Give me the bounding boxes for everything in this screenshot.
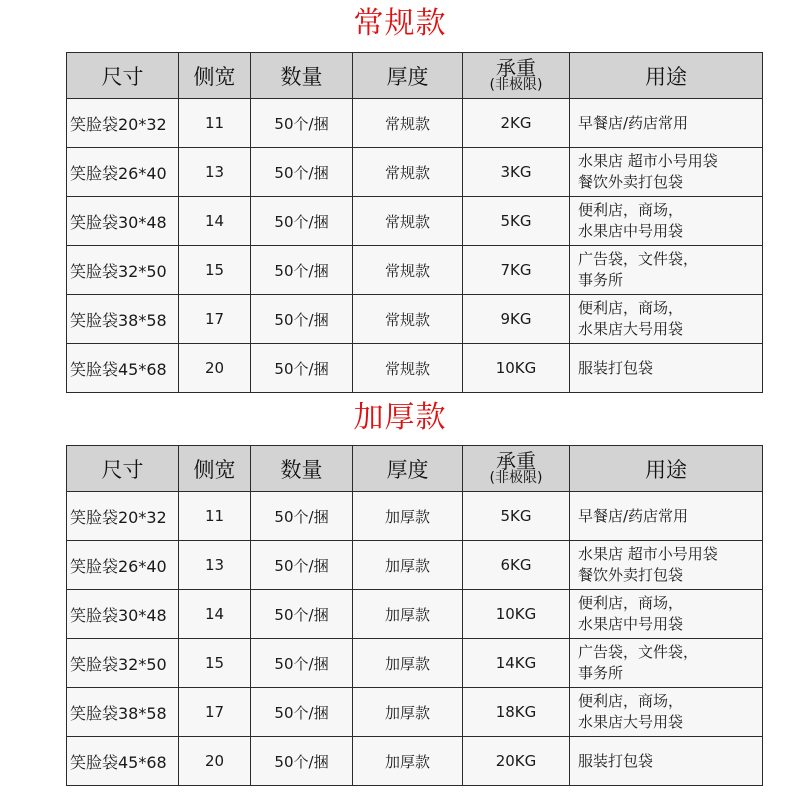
header-usage: 用途	[570, 53, 763, 99]
cell-usage	[570, 541, 763, 590]
cell-size: 笑脸袋32*50	[67, 639, 179, 688]
cell-load: 3KG	[463, 148, 570, 197]
cell-size: 笑脸袋45*68	[67, 737, 179, 786]
cell-side-width: 11	[179, 99, 251, 148]
cell-quantity: 50个/捆	[251, 737, 353, 786]
cell-thickness: 加厚款	[353, 688, 463, 737]
cell-thickness: 加厚款	[353, 590, 463, 639]
cell-side-width: 14	[179, 197, 251, 246]
cell-load: 5KG	[463, 492, 570, 541]
table-row	[67, 197, 763, 246]
cell-size: 笑脸袋30*48	[67, 197, 179, 246]
cell-load: 2KG	[463, 99, 570, 148]
table-row	[67, 246, 763, 295]
cell-usage	[570, 197, 763, 246]
usage-line-1: 服装打包袋	[578, 751, 654, 770]
cell-quantity: 50个/捆	[251, 295, 353, 344]
cell-thickness: 常规款	[353, 295, 463, 344]
cell-load: 10KG	[463, 590, 570, 639]
header-row	[67, 53, 763, 99]
section-title-regular: 常规款	[353, 6, 447, 41]
cell-size: 笑脸袋26*40	[67, 541, 179, 590]
table-row	[67, 148, 763, 197]
usage-line-1: 早餐店/药店常用	[578, 113, 689, 132]
cell-quantity: 50个/捆	[251, 590, 353, 639]
table-row	[67, 688, 763, 737]
cell-side-width: 11	[179, 492, 251, 541]
cell-thickness: 常规款	[353, 246, 463, 295]
header-load-note: (非极限)	[489, 77, 543, 93]
usage-line-1: 便利店，商场，	[578, 201, 684, 219]
cell-load: 7KG	[463, 246, 570, 295]
cell-thickness: 常规款	[353, 148, 463, 197]
cell-side-width: 14	[179, 590, 251, 639]
cell-quantity: 50个/捆	[251, 688, 353, 737]
cell-quantity: 50个/捆	[251, 541, 353, 590]
cell-side-width: 17	[179, 295, 251, 344]
cell-quantity: 50个/捆	[251, 344, 353, 393]
cell-load: 18KG	[463, 688, 570, 737]
cell-usage	[570, 639, 763, 688]
cell-side-width: 13	[179, 541, 251, 590]
cell-usage	[570, 737, 763, 786]
cell-thickness: 常规款	[353, 99, 463, 148]
cell-size: 笑脸袋20*32	[67, 99, 179, 148]
table-row	[67, 590, 763, 639]
cell-side-width: 20	[179, 737, 251, 786]
usage-line-2: 餐饮外卖打包袋	[578, 566, 684, 584]
cell-usage	[570, 688, 763, 737]
cell-thickness: 加厚款	[353, 492, 463, 541]
cell-size: 笑脸袋26*40	[67, 148, 179, 197]
header-size: 尺寸	[67, 53, 179, 99]
usage-line-1: 便利店，商场，	[578, 594, 684, 612]
cell-quantity: 50个/捆	[251, 246, 353, 295]
cell-thickness: 加厚款	[353, 737, 463, 786]
usage-line-2: 事务所	[578, 271, 624, 289]
usage-line-1: 广告袋，文件袋，	[578, 643, 699, 661]
usage-line-1: 便利店，商场，	[578, 299, 684, 317]
usage-line-2: 水果店中号用袋	[578, 615, 684, 633]
table-row	[67, 541, 763, 590]
cell-quantity: 50个/捆	[251, 197, 353, 246]
header-load-label: 承重	[496, 56, 536, 80]
usage-line-2: 水果店大号用袋	[578, 713, 684, 731]
usage-line-1: 服装打包袋	[578, 358, 654, 377]
usage-line-1: 水果店 超市小号用袋	[578, 152, 718, 170]
cell-usage	[570, 99, 763, 148]
header-side-width: 侧宽	[179, 53, 251, 99]
cell-size: 笑脸袋38*58	[67, 295, 179, 344]
header-load	[463, 446, 570, 492]
cell-size: 笑脸袋38*58	[67, 688, 179, 737]
header-load-note: (非极限)	[489, 470, 543, 486]
usage-line-1: 早餐店/药店常用	[578, 506, 689, 525]
usage-line-1: 便利店，商场，	[578, 692, 684, 710]
header-quantity: 数量	[251, 53, 353, 99]
cell-side-width: 20	[179, 344, 251, 393]
cell-load: 9KG	[463, 295, 570, 344]
cell-load: 14KG	[463, 639, 570, 688]
cell-usage	[570, 148, 763, 197]
cell-thickness: 加厚款	[353, 541, 463, 590]
cell-load: 6KG	[463, 541, 570, 590]
cell-load: 5KG	[463, 197, 570, 246]
usage-line-1: 水果店 超市小号用袋	[578, 545, 718, 563]
cell-load: 10KG	[463, 344, 570, 393]
cell-usage	[570, 246, 763, 295]
cell-quantity: 50个/捆	[251, 99, 353, 148]
cell-thickness: 常规款	[353, 344, 463, 393]
cell-size: 笑脸袋45*68	[67, 344, 179, 393]
cell-side-width: 15	[179, 639, 251, 688]
header-load-label: 承重	[496, 449, 536, 473]
header-thickness: 厚度	[353, 446, 463, 492]
usage-line-2: 事务所	[578, 664, 624, 682]
section-title-thick: 加厚款	[353, 400, 447, 435]
usage-line-2: 餐饮外卖打包袋	[578, 173, 684, 191]
spec-table-thick	[66, 445, 763, 786]
table-row	[67, 737, 763, 786]
table-row	[67, 492, 763, 541]
header-quantity: 数量	[251, 446, 353, 492]
table-row	[67, 344, 763, 393]
header-row	[67, 446, 763, 492]
header-thickness: 厚度	[353, 53, 463, 99]
usage-line-1: 广告袋，文件袋，	[578, 250, 699, 268]
cell-quantity: 50个/捆	[251, 148, 353, 197]
header-side-width: 侧宽	[179, 446, 251, 492]
cell-quantity: 50个/捆	[251, 492, 353, 541]
header-usage: 用途	[570, 446, 763, 492]
cell-thickness: 常规款	[353, 197, 463, 246]
cell-thickness: 加厚款	[353, 639, 463, 688]
cell-side-width: 15	[179, 246, 251, 295]
cell-size: 笑脸袋30*48	[67, 590, 179, 639]
cell-side-width: 17	[179, 688, 251, 737]
cell-usage	[570, 295, 763, 344]
header-load	[463, 53, 570, 99]
usage-line-2: 水果店中号用袋	[578, 222, 684, 240]
cell-usage	[570, 492, 763, 541]
spec-table-regular	[66, 52, 763, 393]
cell-usage	[570, 344, 763, 393]
table-row	[67, 295, 763, 344]
cell-size: 笑脸袋20*32	[67, 492, 179, 541]
cell-size: 笑脸袋32*50	[67, 246, 179, 295]
table-row	[67, 99, 763, 148]
cell-load: 20KG	[463, 737, 570, 786]
cell-side-width: 13	[179, 148, 251, 197]
table-row	[67, 639, 763, 688]
cell-quantity: 50个/捆	[251, 639, 353, 688]
usage-line-2: 水果店大号用袋	[578, 320, 684, 338]
header-size: 尺寸	[67, 446, 179, 492]
cell-usage	[570, 590, 763, 639]
